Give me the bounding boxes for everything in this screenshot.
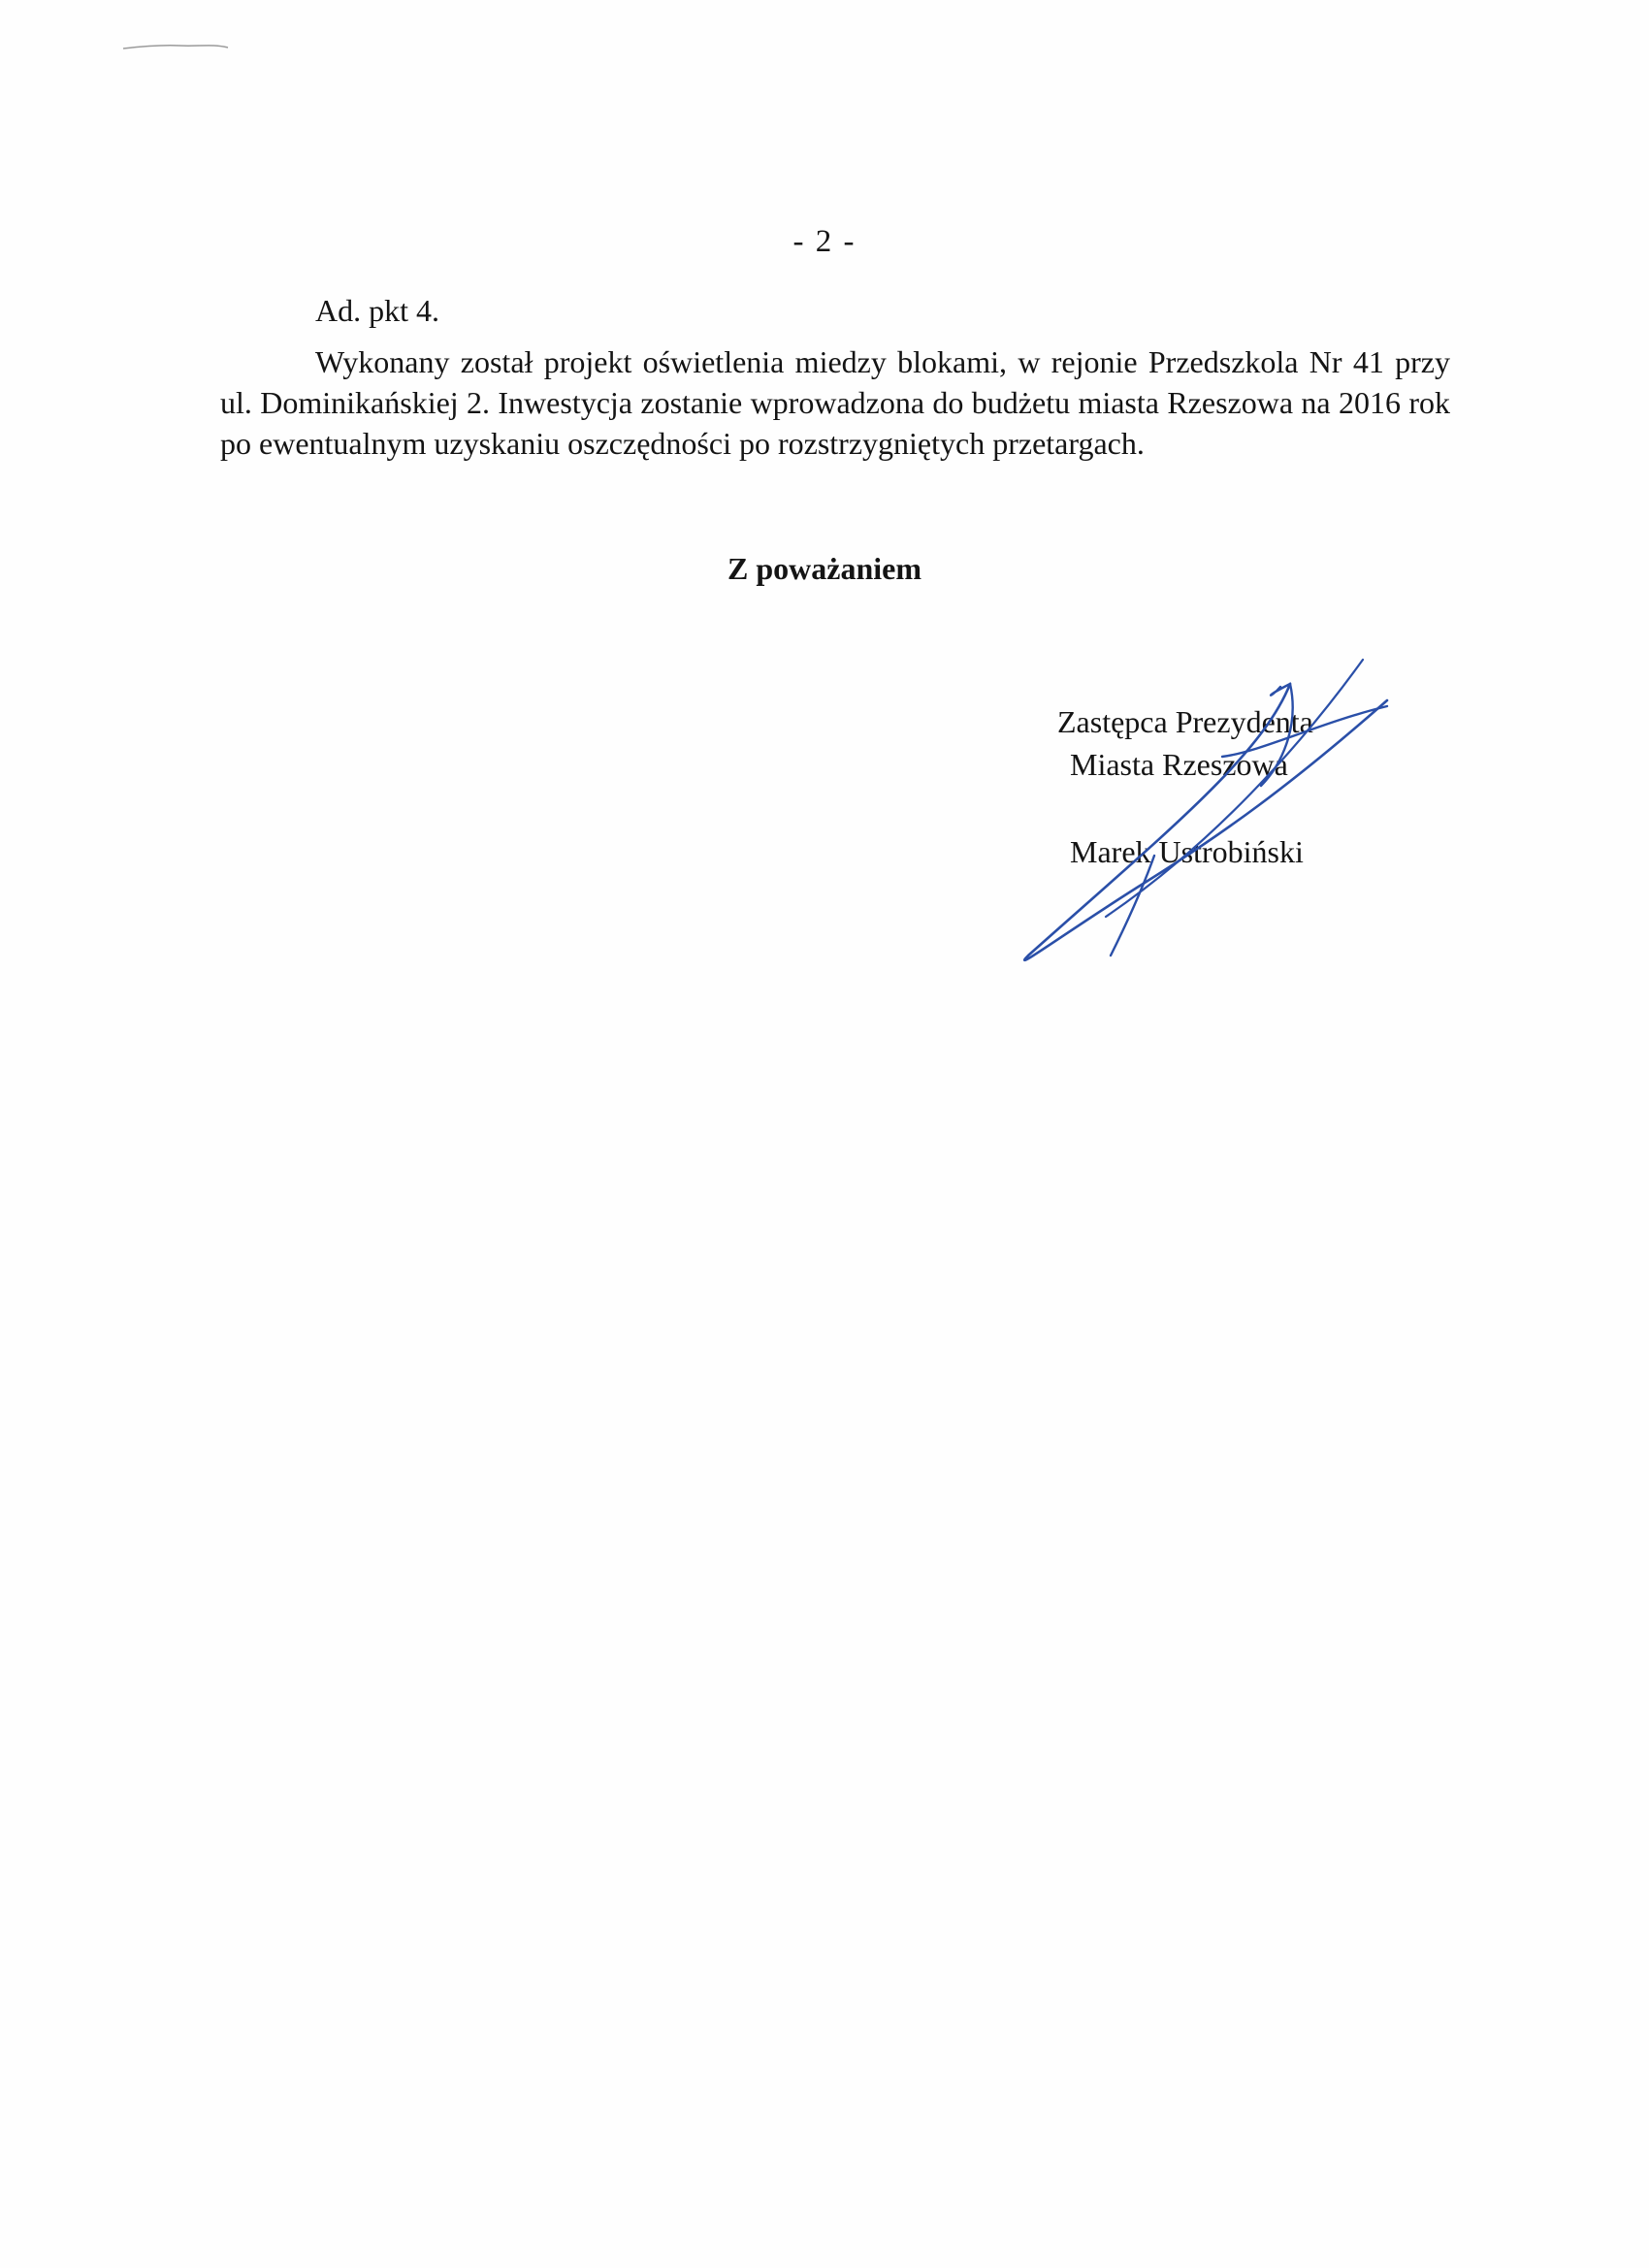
signatory-title-line-2: Miasta Rzeszowa xyxy=(1070,747,1288,782)
signatory-name: Marek Ustrobiński xyxy=(1070,834,1304,869)
closing-salutation: Z poważaniem xyxy=(728,551,922,586)
handwritten-signature xyxy=(970,640,1406,989)
scan-artifact-mark xyxy=(121,39,238,52)
body-paragraph: Wykonany został projekt oświetlenia miedzy blokami, w rejonie Przedszkola Nr 41 przy ul. Dominikańskiej 2. Inwestycja zostanie wprowadzona do budżetu miasta Rzeszowa na 2016 rok po ewentualnym uzyskaniu oszczędności po rozstrzygniętych przetargach. xyxy=(220,344,1450,461)
page-number: - 2 - xyxy=(792,224,857,259)
signatory-title-line-1: Zastępca Prezydenta xyxy=(1057,704,1313,739)
signature-block xyxy=(970,640,1406,989)
section-heading: Ad. pkt 4. xyxy=(315,293,439,328)
